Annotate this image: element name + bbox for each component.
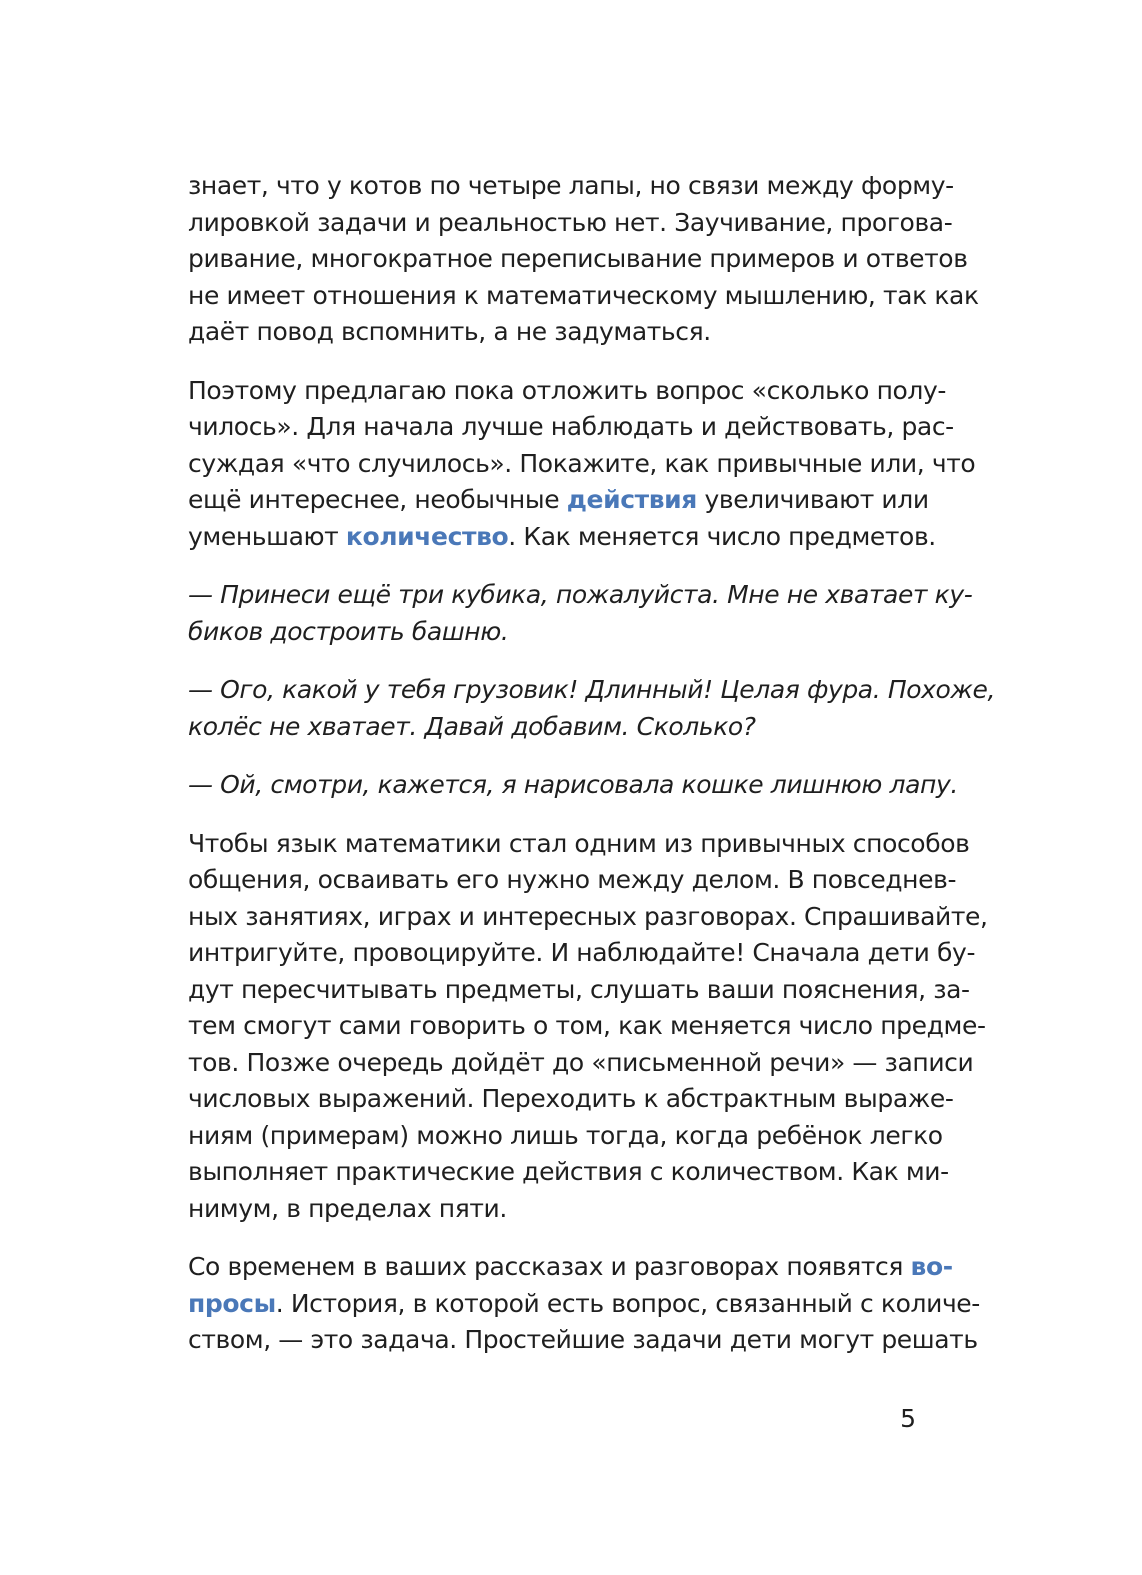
text-segment: . История, в которой есть вопрос, связанный с количе- xyxy=(275,1288,980,1318)
text-line xyxy=(188,1154,949,1191)
text-line xyxy=(188,767,958,804)
text-line xyxy=(188,373,947,410)
text-line xyxy=(188,409,954,446)
dialogue-paragraph xyxy=(188,577,973,650)
text-segment: — Ого, какой у тебя грузовик! Длинный! Целая фура. Похоже, xyxy=(188,675,996,704)
text-segment: колёс не хватает. Давай добавим. Сколько? xyxy=(188,711,756,741)
text-segment: ниям (примерам) можно лишь тогда, когда ребёнок легко xyxy=(188,1120,943,1150)
text-segment: Со временем в ваших рассказах и разговорах появятся xyxy=(188,1252,911,1281)
text-segment: тем смогут сами говорить о том, как меняется число предме- xyxy=(188,1011,986,1040)
text-line xyxy=(188,614,918,651)
body-paragraph xyxy=(188,1249,980,1359)
keyword-highlight: во- xyxy=(910,1252,953,1281)
text-line xyxy=(188,482,929,519)
text-segment: числовых выражений. Переходить к абстрактным выраже- xyxy=(188,1084,954,1113)
text-line xyxy=(188,1118,943,1155)
keyword-highlight: просы xyxy=(188,1288,276,1318)
text-segment: . Как меняется число предметов. xyxy=(508,521,936,551)
text-segment: ещё интереснее, необычные xyxy=(188,485,567,514)
text-segment: Поэтому предлагаю пока отложить вопрос «сколько полу- xyxy=(188,375,947,405)
text-segment: Чтобы язык математики стал одним из привычных способов xyxy=(188,828,970,858)
text-line xyxy=(188,314,918,351)
text-line xyxy=(188,168,954,205)
text-segment: уменьшают xyxy=(188,521,346,551)
text-segment: биков достроить башню. xyxy=(188,616,509,646)
text-line xyxy=(188,826,970,863)
text-segment: суждая «что случилось». Покажите, как привычные или, что xyxy=(188,448,976,478)
body-paragraph xyxy=(188,168,979,351)
text-line xyxy=(188,862,957,899)
text-line xyxy=(188,577,973,614)
text-segment: даёт повод вспомнить, а не задуматься. xyxy=(188,317,711,346)
text-line xyxy=(188,1045,974,1082)
text-segment: интригуйте, провоцируйте. И наблюдайте! Сначала дети бу- xyxy=(188,938,976,967)
text-line xyxy=(188,1249,953,1286)
text-segment: чилось». Для начала лучше наблюдать и действовать, рас- xyxy=(188,412,954,441)
keyword-highlight: количество xyxy=(345,521,509,551)
text-segment: ных занятиях, играх и интересных разговорах. Спрашивайте, xyxy=(188,901,988,931)
dialogue-paragraph xyxy=(188,672,996,745)
text-line xyxy=(188,1008,986,1045)
text-line xyxy=(188,205,953,242)
text-line xyxy=(188,1322,978,1359)
text-segment: лировкой задачи и реальностью нет. Заучивание, прогова- xyxy=(188,207,953,237)
text-segment: дут пересчитывать предметы, слушать ваши пояснения, за- xyxy=(188,974,970,1004)
text-line xyxy=(188,1081,954,1118)
text-segment: не имеет отношения к математическому мышлению, так как xyxy=(188,280,979,310)
text-line xyxy=(188,1191,918,1228)
text-segment: ством, — это задача. Простейшие задачи дети могут решать xyxy=(188,1325,978,1354)
body-paragraph xyxy=(188,826,988,1228)
text-segment: выполняет практические действия с количеством. Как ми- xyxy=(188,1157,949,1186)
text-line xyxy=(188,899,988,936)
text-segment: нимум, в пределах пяти. xyxy=(188,1193,507,1223)
text-segment: — Ой, смотри, кажется, я нарисовала кошке лишнюю лапу. xyxy=(188,770,958,799)
text-segment: тов. Позже очередь дойдёт до «письменной речи» — записи xyxy=(188,1047,974,1077)
text-segment: ривание, многократное переписывание примеров и ответов xyxy=(188,244,968,273)
body-paragraph xyxy=(188,373,976,556)
dialogue-paragraph xyxy=(188,767,958,804)
text-line xyxy=(188,1286,980,1323)
text-segment: — Принеси ещё три кубика, пожалуйста. Мне не хватает ку- xyxy=(188,580,973,609)
text-segment: увеличивают или xyxy=(696,485,929,514)
page-number: 5 xyxy=(900,1404,916,1433)
keyword-highlight: действия xyxy=(566,485,697,514)
text-line xyxy=(188,672,996,709)
text-line xyxy=(188,972,970,1009)
text-line xyxy=(188,446,976,483)
page-body xyxy=(188,168,996,1381)
text-line xyxy=(188,241,968,278)
text-line xyxy=(188,935,976,972)
text-line xyxy=(188,709,918,746)
text-segment: знает, что у котов по четыре лапы, но связи между форму- xyxy=(188,171,954,200)
text-segment: общения, осваивать его нужно между делом. В повседнев- xyxy=(188,865,957,894)
text-line xyxy=(188,278,979,315)
text-line xyxy=(188,519,936,556)
